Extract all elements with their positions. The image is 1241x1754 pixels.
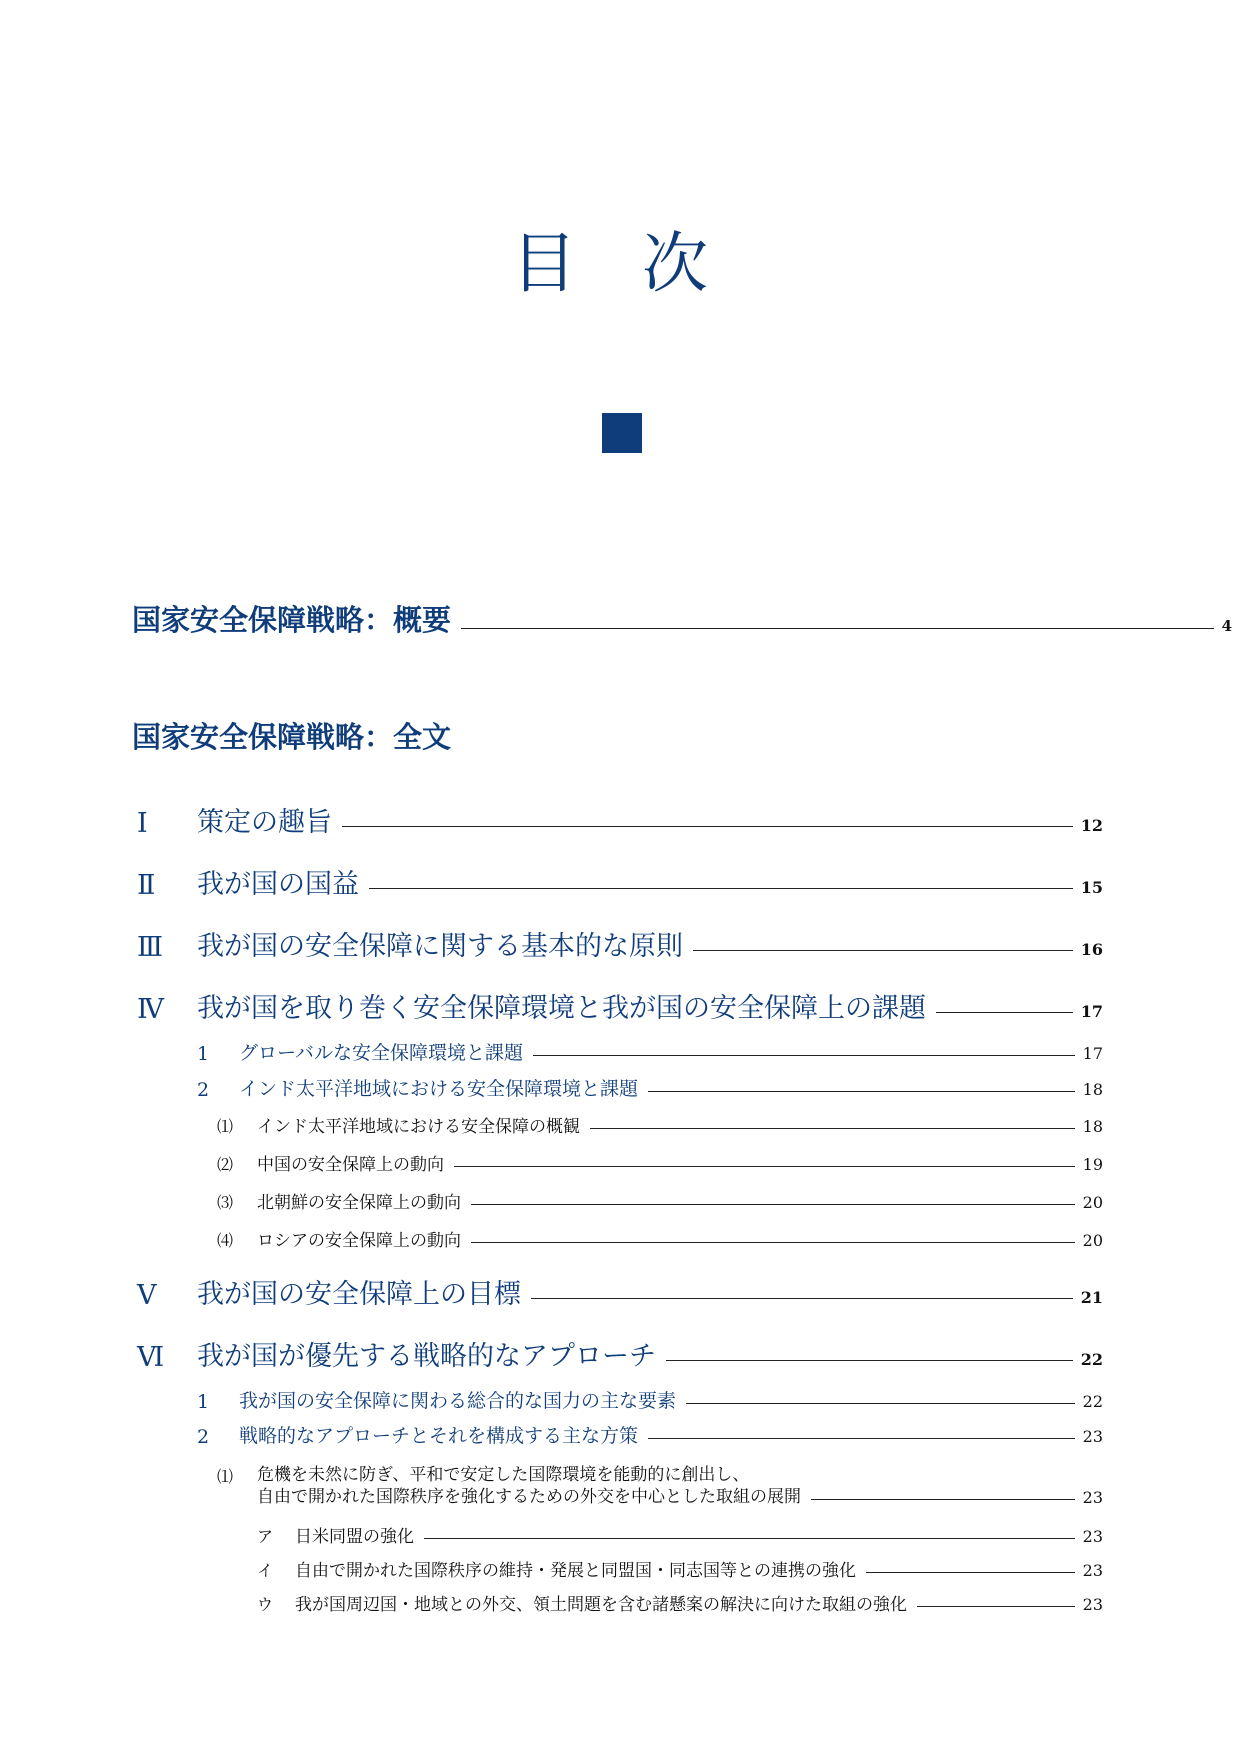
- entry-label: 我が国の安全保障に関わる総合的な国力の主な要素: [239, 1390, 677, 1412]
- entry-label: 我が国の安全保障上の目標: [197, 1279, 521, 1310]
- entry-label: 戦略的なアプローチとそれを構成する主な方策: [239, 1425, 639, 1447]
- overview-page: 4: [1221, 617, 1232, 635]
- leader-line: [693, 950, 1073, 951]
- leader-line: [471, 1242, 1075, 1243]
- toc-entry[interactable]: [0, 1334, 1103, 1373]
- entry-label: 我が国の安全保障に関する基本的な原則: [197, 931, 683, 962]
- entry-label: 自由で開かれた国際秩序の維持・発展と同盟国・同志国等との連携の強化: [295, 1561, 856, 1581]
- entry-page: 23: [1082, 1527, 1103, 1546]
- toc-entry[interactable]: [0, 1464, 1103, 1508]
- entry-page: 18: [1082, 1117, 1103, 1136]
- entry-page: 22: [1080, 1350, 1103, 1369]
- entry-page: 18: [1082, 1080, 1103, 1099]
- toc-entry[interactable]: [0, 1421, 1103, 1448]
- page-title: 目 次: [511, 225, 730, 302]
- toc-entry[interactable]: [0, 1556, 1103, 1581]
- toc-entry[interactable]: [0, 1226, 1103, 1251]
- leader-line: [424, 1538, 1075, 1539]
- leader-line: [648, 1091, 1075, 1092]
- leader-line: [686, 1403, 1075, 1404]
- entry-label: ロシアの安全保障上の動向: [257, 1231, 461, 1251]
- entry-label: 策定の趣旨: [197, 807, 332, 838]
- entry-label: 我が国が優先する戦略的なアプローチ: [197, 1341, 656, 1372]
- leader-line: [866, 1572, 1075, 1573]
- entry-page: 20: [1082, 1193, 1103, 1212]
- toc-entry[interactable]: [0, 1188, 1103, 1213]
- leader-line: [936, 1012, 1073, 1013]
- entry-page: 22: [1082, 1392, 1103, 1411]
- entry-page: 21: [1080, 1288, 1103, 1307]
- entry-page: 16: [1080, 940, 1103, 959]
- entry-page: 23: [1082, 1427, 1103, 1446]
- toc-entry[interactable]: [0, 1272, 1103, 1311]
- entry-label: 我が国の国益: [197, 869, 359, 900]
- entry-page: 23: [1082, 1488, 1103, 1507]
- entry-number: Ⅱ: [137, 870, 156, 901]
- toc-entry[interactable]: [0, 1150, 1103, 1175]
- leader-line: [342, 826, 1073, 827]
- toc-entry[interactable]: [0, 1038, 1103, 1065]
- entry-number: 2: [197, 1426, 210, 1448]
- entry-number: ⑴: [217, 1467, 234, 1486]
- fulltext-label: 国家安全保障戦略：全文: [132, 720, 452, 754]
- entry-page: 19: [1082, 1155, 1103, 1174]
- entry-page: 12: [1080, 816, 1103, 835]
- entry-label: [257, 1464, 801, 1508]
- leader-line: [461, 628, 1214, 629]
- entry-label-line1: 危機を未然に防ぎ、平和で安定した国際環境を能動的に創出し、: [257, 1465, 750, 1485]
- entry-page: 23: [1082, 1595, 1103, 1614]
- toc-entry[interactable]: [0, 862, 1103, 901]
- toc-entry[interactable]: [0, 1590, 1103, 1615]
- entry-number: Ⅰ: [137, 808, 148, 839]
- toc-fulltext: [0, 715, 1241, 756]
- entry-number: ⑴: [217, 1117, 234, 1136]
- toc-entry[interactable]: [0, 1386, 1103, 1413]
- entry-number: Ⅲ: [137, 932, 164, 963]
- leader-line: [369, 888, 1073, 889]
- leader-line: [666, 1360, 1073, 1361]
- entry-number: 1: [197, 1391, 210, 1413]
- leader-line: [533, 1055, 1075, 1056]
- leader-line: [471, 1204, 1075, 1205]
- entry-number: Ⅴ: [137, 1280, 157, 1311]
- entry-number: イ: [257, 1561, 274, 1580]
- toc-entry[interactable]: [0, 800, 1103, 839]
- entry-label: 日米同盟の強化: [295, 1527, 414, 1547]
- entry-page: 20: [1082, 1231, 1103, 1250]
- entry-number: ⑷: [217, 1231, 234, 1250]
- entry-number: ⑶: [217, 1193, 234, 1212]
- entry-page: 17: [1080, 1002, 1103, 1021]
- leader-line: [590, 1128, 1075, 1129]
- entry-number: ア: [257, 1527, 274, 1546]
- entry-label: 北朝鮮の安全保障上の動向: [257, 1193, 461, 1213]
- entry-number: Ⅵ: [137, 1342, 165, 1373]
- entry-number: Ⅳ: [137, 994, 164, 1025]
- toc-overview[interactable]: [0, 598, 1232, 639]
- entry-label: 我が国周辺国・地域との外交、領土問題を含む諸懸案の解決に向けた取組の強化: [295, 1595, 907, 1615]
- overview-label: 国家安全保障戦略：概要: [132, 603, 452, 637]
- leader-line: [531, 1298, 1073, 1299]
- leader-line: [648, 1438, 1075, 1439]
- entry-label: インド太平洋地域における安全保障環境と課題: [239, 1078, 639, 1100]
- entry-number: ⑵: [217, 1155, 234, 1174]
- leader-line: [811, 1499, 1075, 1500]
- entry-label: 中国の安全保障上の動向: [257, 1155, 444, 1175]
- toc-entry[interactable]: [0, 1522, 1103, 1547]
- entry-number: 1: [197, 1043, 210, 1065]
- toc-entry[interactable]: [0, 1074, 1103, 1101]
- entry-number: 2: [197, 1079, 210, 1101]
- entry-label: グローバルな安全保障環境と課題: [239, 1042, 524, 1064]
- leader-line: [454, 1166, 1075, 1167]
- entry-label: 我が国を取り巻く安全保障環境と我が国の安全保障上の課題: [197, 993, 926, 1024]
- entry-page: 15: [1080, 878, 1103, 897]
- entry-page: 23: [1082, 1561, 1103, 1580]
- entry-number: ウ: [257, 1595, 274, 1614]
- toc-entry[interactable]: [0, 986, 1103, 1025]
- toc-entry[interactable]: [0, 1112, 1103, 1137]
- title-square-ornament: [602, 413, 642, 453]
- toc-entry[interactable]: [0, 924, 1103, 963]
- entry-label: インド太平洋地域における安全保障の概観: [257, 1117, 580, 1137]
- leader-line: [917, 1606, 1075, 1607]
- entry-page: 17: [1082, 1044, 1103, 1063]
- entry-label-line2: 自由で開かれた国際秩序を強化するための外交を中心とした取組の展開: [257, 1487, 801, 1507]
